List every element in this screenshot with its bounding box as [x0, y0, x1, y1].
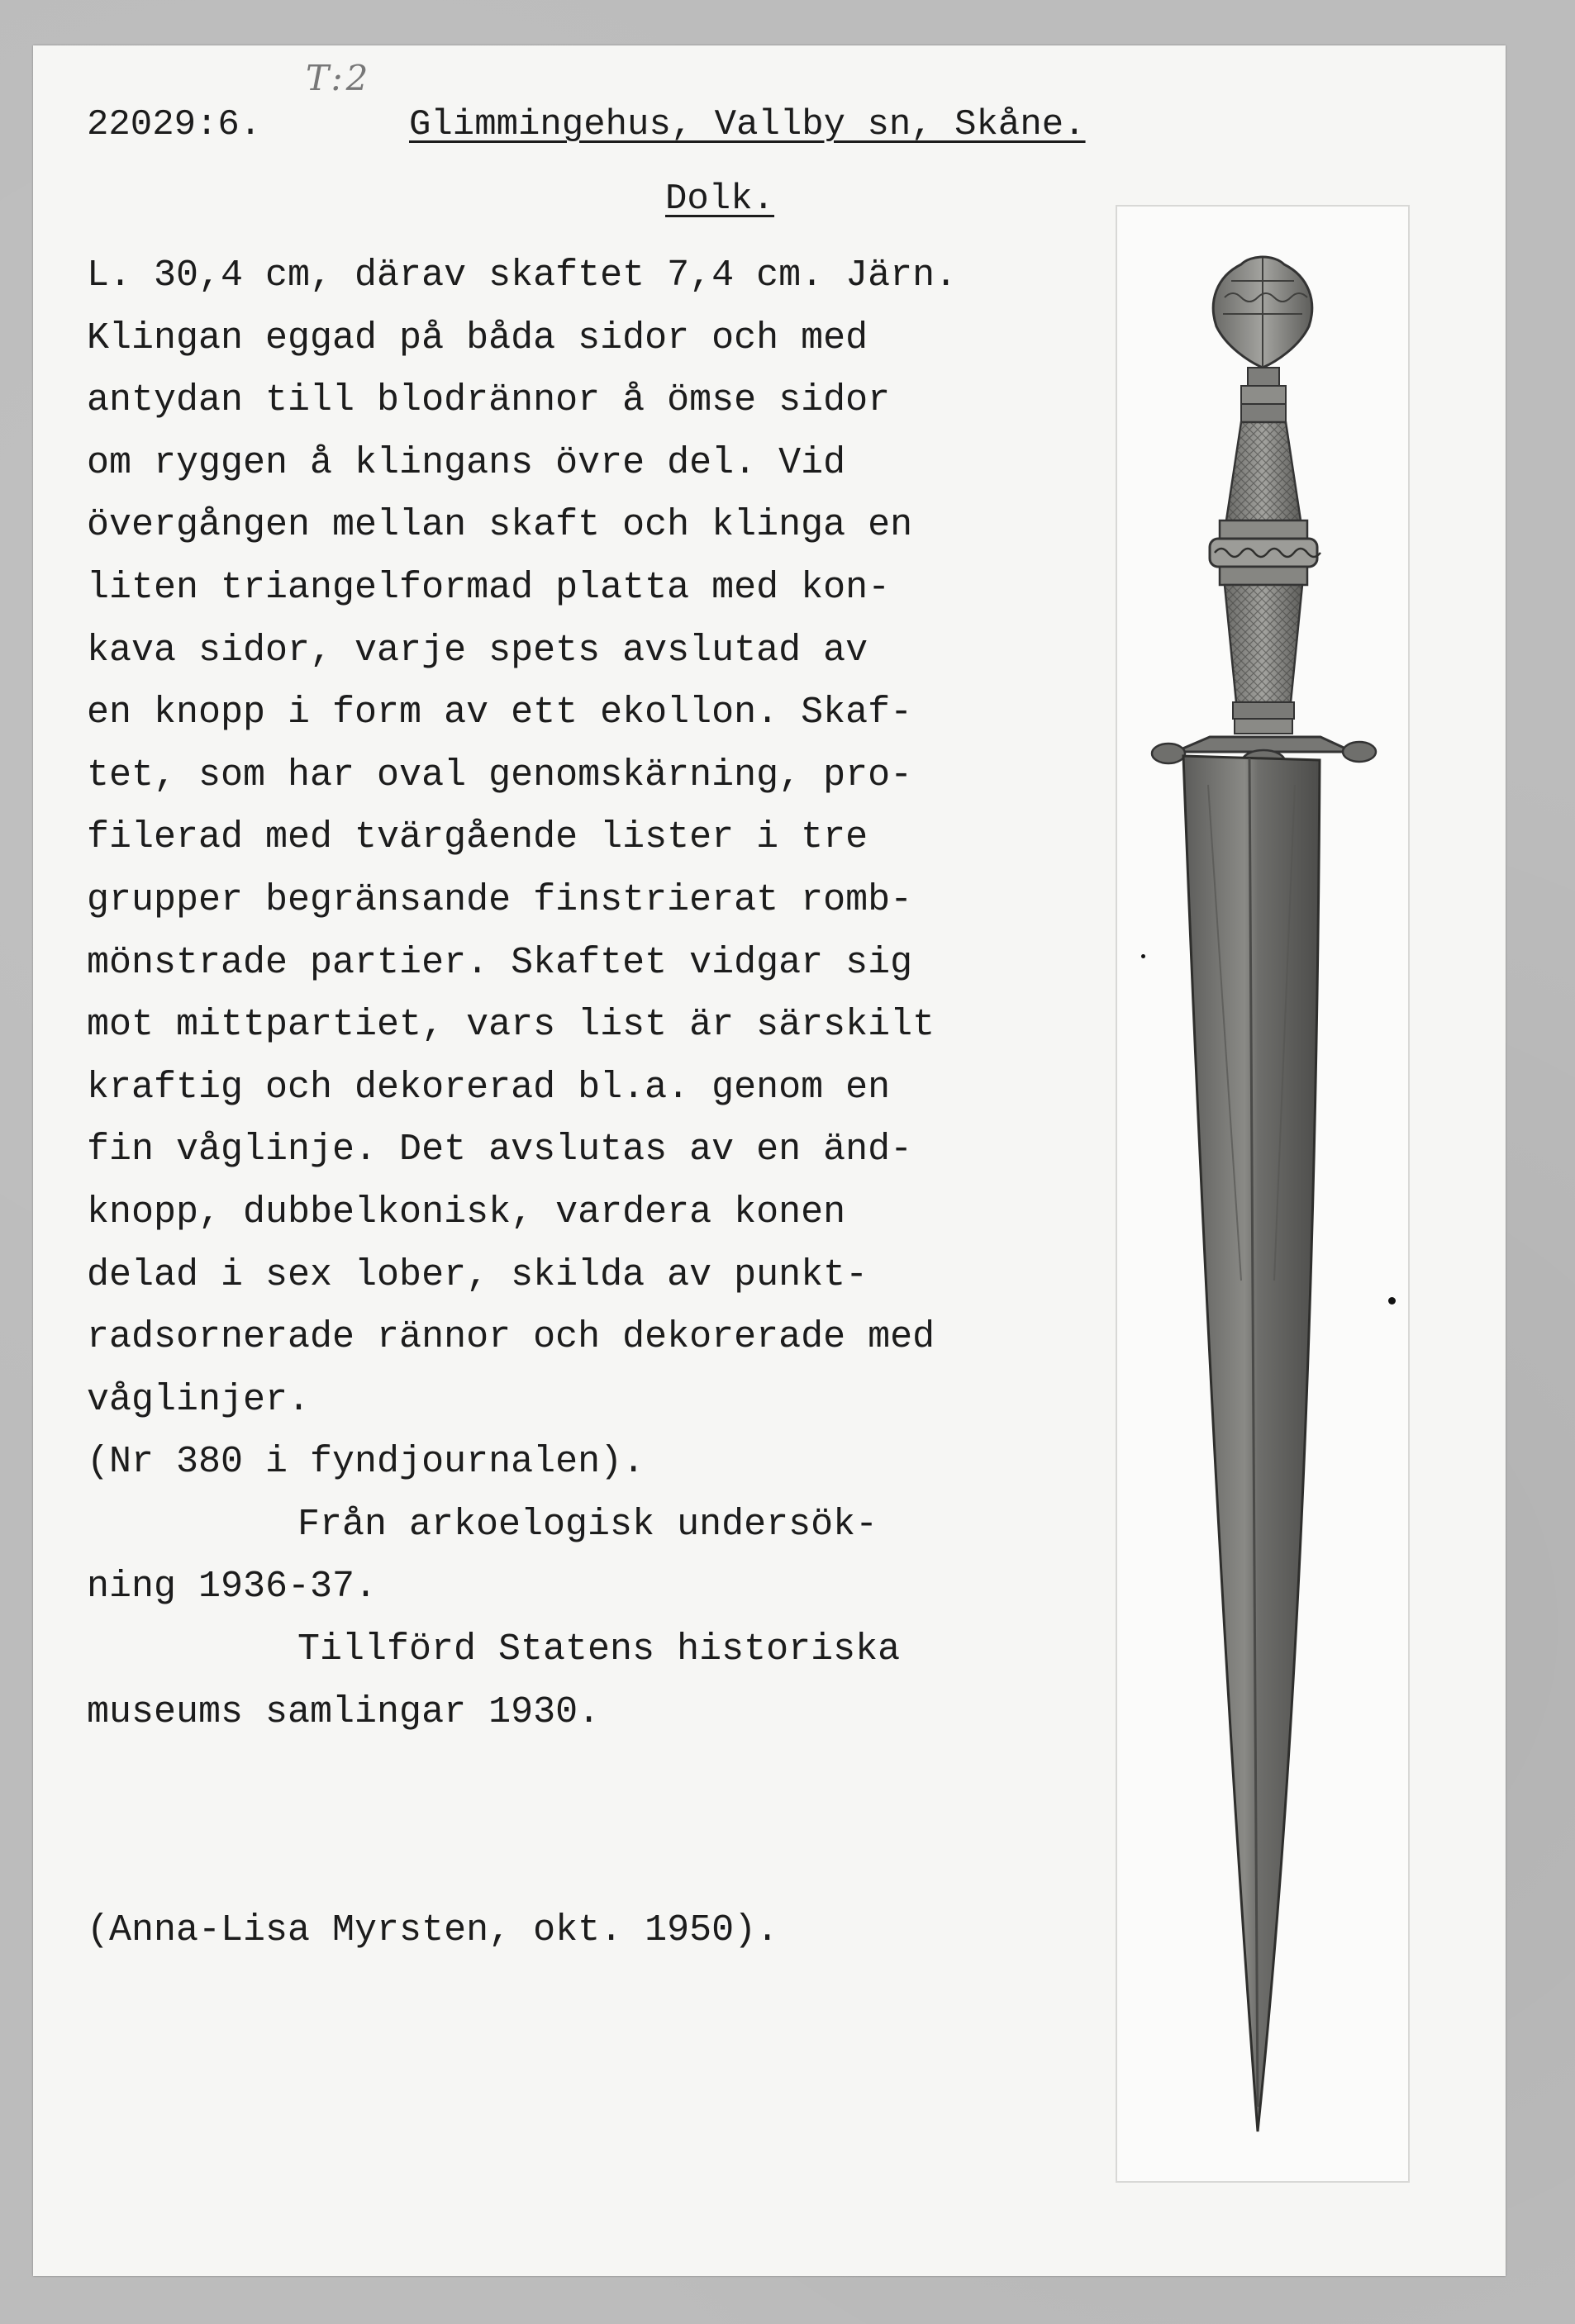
site-heading: Glimmingehus, Vallby sn, Skåne.	[409, 104, 1086, 145]
description-line: mönstrade partier. Skaftet vidgar sig	[87, 941, 913, 984]
author-signature: (Anna-Lisa Myrsten, okt. 1950).	[87, 1909, 779, 1951]
scan-speck	[1388, 1297, 1396, 1305]
description-line: L. 30,4 cm, därav skaftet 7,4 cm. Järn.	[87, 254, 958, 297]
description-line: knopp, dubbelkonisk, vardera konen	[87, 1191, 846, 1233]
description-line: om ryggen å klingans övre del. Vid	[87, 441, 846, 484]
excavation-note-cont: ning 1936-37.	[87, 1566, 378, 1609]
dagger-grip-lower	[1225, 585, 1302, 734]
description-line: kava sidor, varje spets avslutad av	[87, 629, 868, 672]
description-line: kraftig och dekorerad bl.a. genom en	[87, 1066, 891, 1109]
handwritten-note: T:2	[306, 58, 372, 98]
description-line: Klingan eggad på båda sidor och med	[87, 316, 868, 359]
description-line: fin våglinje. Det avslutas av en änd-	[87, 1129, 913, 1172]
description-text	[87, 245, 1103, 1743]
dagger-blade	[1183, 756, 1320, 2132]
dagger-grip-upper	[1226, 368, 1301, 520]
description-line: antydan till blodrännor å ömse sidor	[87, 379, 891, 422]
dagger-grip-collar	[1210, 520, 1320, 585]
description-line: mot mittpartiet, vars list är särskilt	[87, 1004, 935, 1047]
description-line: liten triangelformad platta med kon-	[87, 566, 891, 609]
object-title: Dolk.	[665, 178, 775, 220]
dagger-image	[1117, 207, 1408, 2181]
description-line: grupper begränsande finstrierat romb-	[87, 878, 913, 921]
description-line: en knopp i form av ett ekollon. Skaf-	[87, 691, 913, 734]
catalog-number: 22029:6.	[87, 104, 262, 145]
scan-speck	[1141, 954, 1145, 958]
accession-note: Tillförd Statens historiska	[297, 1628, 901, 1671]
dagger-pommel	[1213, 257, 1312, 368]
description-line: radsornerade rännor och dekorerade med	[87, 1316, 935, 1359]
find-journal-reference: (Nr 380 i fyndjournalen).	[87, 1441, 645, 1484]
description-line: våglinjer.	[87, 1378, 311, 1421]
description-line: tet, som har oval genomskärning, pro-	[87, 753, 913, 796]
accession-note-cont: museums samlingar 1930.	[87, 1690, 601, 1733]
excavation-note: Från arkoelogisk undersök-	[297, 1503, 878, 1546]
description-line: övergången mellan skaft och klinga en	[87, 504, 913, 547]
description-line: delad i sex lober, skilda av punkt-	[87, 1253, 868, 1296]
dagger-photo	[1116, 205, 1410, 2183]
description-line: filerad med tvärgående lister i tre	[87, 816, 868, 859]
